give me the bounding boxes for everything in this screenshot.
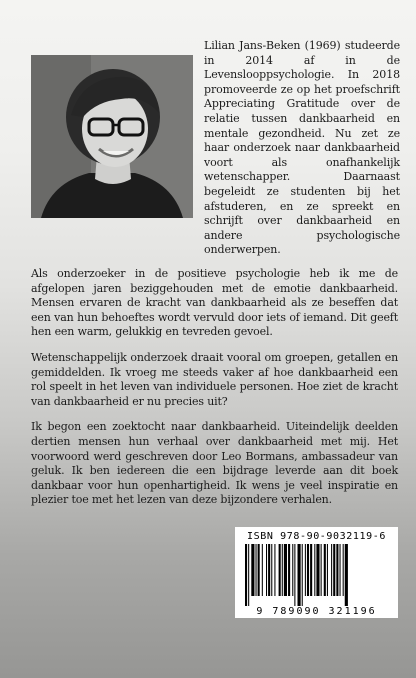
barcode-bar <box>298 544 301 606</box>
barcode-bar <box>251 544 254 596</box>
barcode-bar <box>331 544 332 596</box>
paragraph: Wetenschappelijk onderzoek draait vooral om groepen, getallen en gemiddelden. Ik vroeg me steeds vaker af hoe dankbaarheid een rol speelt in het leven van individuele personen. Hoe ziet de kracht van dankbaarheid er nu precies uit? <box>31 350 398 408</box>
barcode-bar <box>321 544 322 596</box>
barcode-bar <box>266 544 267 596</box>
isbn-barcode <box>235 527 398 618</box>
author-bio: Lilian Jans-Beken (1969) studeerde in 2014 af in de Levenslooppsychologie. In 2018 promoveerde ze op het proefschrift Appreciating Gratitude over de relatie tussen dankbaarheid en mentale gezondheid. Nu zet ze haar onderzoek naar dankbaarheid voort als onafhankelijk wetenschapper. Daarnaast begeleidt ze studenten bij het afstuderen, en ze spreekt en schrijft over dankbaarheid en andere psychologische onderwerpen. <box>204 39 400 257</box>
barcode-bar <box>327 544 328 596</box>
barcode-bar <box>245 544 247 606</box>
author-portrait-image <box>31 55 193 218</box>
barcode-bar <box>316 544 319 596</box>
barcode-bar <box>305 544 306 596</box>
barcode-bar <box>302 544 303 606</box>
barcode-bar <box>262 544 263 596</box>
author-photo <box>31 55 193 218</box>
barcode-bar <box>292 544 293 596</box>
isbn-label: ISBN 978-90-9032119-6 <box>246 531 387 542</box>
barcode-bar <box>248 544 249 606</box>
barcode-bars <box>243 544 390 606</box>
paragraph: Ik begon een zoektocht naar dankbaarheid. Uiteindelijk deelden dertien mensen hun verhaal over dankbaarheid met mij. Het voorwoord werd geschreven door Leo Bormans, ambassadeur van geluk. Ik ben iedereen die een bijdrage leverde aan dit boek dankbaar voor hun openhartigheid. Ik wens je veel inspiratie en plezier toe met het lezen van deze bijzondere verhalen. <box>31 420 398 507</box>
barcode-bar <box>343 544 344 596</box>
barcode-bar <box>310 544 312 596</box>
barcode-bar <box>307 544 309 596</box>
barcode-bar <box>271 544 272 596</box>
barcode-bar <box>279 544 281 596</box>
barcode-bar <box>258 544 260 596</box>
barcode-bar <box>282 544 283 596</box>
back-cover-text <box>31 267 398 519</box>
barcode-bar <box>294 544 295 606</box>
paragraph: Als onderzoeker in de positieve psychologie heb ik me de afgelopen jaren beziggehouden met de emotie dankbaarheid. Mensen ervaren de kracht van dankbaarheid als ze beseffen dat een van hun behoeftes wordt vervuld door iets of iemand. Dit geeft hen een warm, gelukkig en tevreden gevoel. <box>31 267 398 339</box>
barcode-bar <box>333 544 335 596</box>
barcode-bar <box>268 544 270 596</box>
barcode-bar <box>274 544 275 596</box>
barcode-bar <box>340 544 341 596</box>
barcode-bar <box>345 544 348 606</box>
barcode-bar <box>324 544 326 596</box>
barcode-bar <box>336 544 338 596</box>
barcode-bar <box>284 544 287 596</box>
barcode-bar <box>288 544 290 596</box>
barcode-bar <box>256 544 257 596</box>
barcode-digits: 9 789090 321196 <box>256 606 377 617</box>
barcode-bar <box>314 544 315 596</box>
